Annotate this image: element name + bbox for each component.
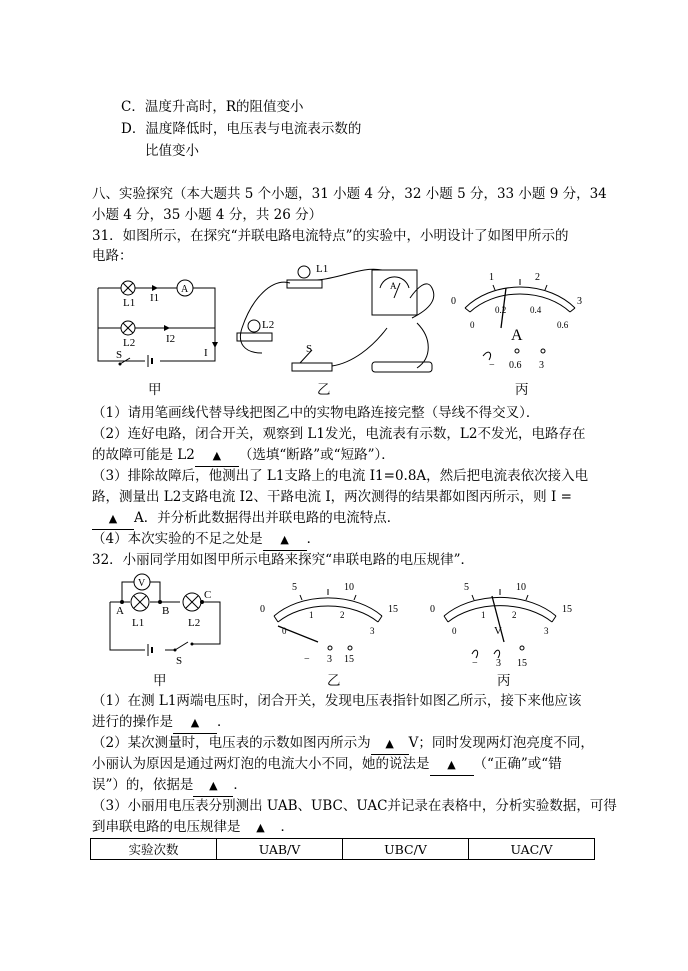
q32-p2: （2）某次测量时，电压表的示数如图丙所示为 ▲ V；同时发现两灯泡亮度不同， xyxy=(92,733,594,755)
voltmeter-bing-top-10: 10 xyxy=(516,582,526,593)
q31-p4: （4）本次实验的不足之处是 ▲ ． xyxy=(92,529,320,551)
voltmeter-bing-top-0: 0 xyxy=(430,604,435,615)
label-i1: I1 xyxy=(150,292,160,304)
ammeter-top-1: 1 xyxy=(489,272,494,283)
q31-fig-jia: 甲 xyxy=(148,382,162,398)
voltmeter-bing-top-15: 15 xyxy=(562,604,572,615)
q32-p2-cont: 小丽认为原因是通过两灯泡的电流大小不同，她的说法是 ▲ （“正确”或“错 xyxy=(92,754,562,776)
voltmeter-yi-top-10: 10 xyxy=(344,582,354,593)
ammeter-bot-3: 0.6 xyxy=(557,320,569,330)
q31-ammeter-dial xyxy=(445,268,595,373)
q31-p3-cont2: ▲ A．并分析此数据得出并联电路的电流特点． xyxy=(92,508,400,530)
q32-p1: （1）在测 L1两端电压时，闭合开关，发现电压表指针如图乙所示，接下来他应该 xyxy=(92,693,582,709)
table-header-uab: UAB/V xyxy=(217,839,343,860)
ammeter-symbol-label: A xyxy=(181,284,189,295)
apparatus-label-s: S xyxy=(306,343,313,355)
voltmeter-yi-top-0: 0 xyxy=(260,604,265,615)
label-i2: I2 xyxy=(166,333,176,345)
voltmeter-yi-bot-1: 1 xyxy=(309,610,314,620)
q31-fig-bing: 丙 xyxy=(515,382,529,398)
voltmeter-bing-bot-0: 0 xyxy=(452,626,457,636)
ammeter-top-3: 3 xyxy=(577,296,582,307)
voltmeter-yi-top-5: 5 xyxy=(292,582,297,593)
label-l1: L1 xyxy=(123,297,136,309)
q32-fig-bing: 丙 xyxy=(497,673,511,689)
answer-blank[interactable]: ▲ xyxy=(173,712,217,734)
answer-blank[interactable]: ▲ xyxy=(193,775,233,797)
q32-fig-yi: 乙 xyxy=(327,673,341,689)
answer-blank[interactable]: ▲ xyxy=(195,445,239,467)
table-row xyxy=(91,839,595,860)
ammeter-bot-2: 0.4 xyxy=(530,305,542,315)
label-s: S xyxy=(176,655,183,667)
q32-fig-jia: 甲 xyxy=(153,673,167,689)
q32-p3: （3）小丽用电压表分别测出 UAB、UBC、UAC并记录在表格中，分析实验数据，可得 xyxy=(92,798,617,814)
q32-circuit-diagram xyxy=(100,570,240,670)
option-d-cont: 比值变小 xyxy=(145,143,199,159)
apparatus-ammeter-unit: A xyxy=(390,281,397,291)
label-l2: L2 xyxy=(188,617,201,629)
ammeter-bot-0: 0 xyxy=(470,320,475,330)
voltmeter-bing-top-5: 5 xyxy=(464,582,469,593)
q31-apparatus-diagram xyxy=(232,258,442,383)
table-header-ubc: UBC/V xyxy=(343,839,469,860)
q32-p1-cont: 进行的操作是 ▲ ． xyxy=(92,712,231,734)
voltmeter-bing-terminal-neg: − xyxy=(472,658,478,666)
table-header-trial: 实验次数 xyxy=(91,839,217,860)
option-d: D．温度降低时，电压表与电流表示数的 xyxy=(121,121,362,137)
section-heading-cont: 小题 4 分，35 小题 4 分，共 26 分） xyxy=(92,207,323,223)
q31-fig-yi: 乙 xyxy=(317,382,331,398)
q31-p1: （1）请用笔画线代替导线把图乙中的实物电路连接完整（导线不得交叉）． xyxy=(92,405,540,421)
apparatus-label-l1: L1 xyxy=(316,263,329,275)
voltmeter-bing-bot-3: 3 xyxy=(544,626,549,636)
voltmeter-yi-terminal-15: 15 xyxy=(344,654,354,665)
label-s: S xyxy=(116,349,123,361)
voltmeter-yi-bot-2: 2 xyxy=(340,610,345,620)
ammeter-unit: A xyxy=(511,327,523,344)
q32-p3-cont: 到串联电路的电压规律是 ▲ ． xyxy=(92,817,294,839)
ammeter-terminal-06: 0.6 xyxy=(509,360,522,371)
label-b: B xyxy=(162,605,170,617)
voltmeter-yi-terminal-3: 3 xyxy=(327,654,332,665)
q31-circuit-diagram xyxy=(90,276,230,376)
answer-blank[interactable]: ▲ xyxy=(263,529,307,551)
voltmeter-yi-bot-3: 3 xyxy=(370,626,375,636)
voltmeter-bing-bot-2: 2 xyxy=(512,610,517,620)
q32-stem: 32．小丽同学用如图甲所示电路来探究“串联电路的电压规律”． xyxy=(92,552,474,568)
answer-blank[interactable]: ▲ xyxy=(371,733,409,755)
label-a: A xyxy=(116,605,124,617)
q32-voltmeter-dial-yi xyxy=(252,576,402,666)
section-heading: 八、实验探究（本大题共 5 个小题，31 小题 4 分，32 小题 5 分，33 小题 9 分，34 xyxy=(92,186,607,202)
answer-blank[interactable]: ▲ xyxy=(430,754,474,776)
q31-p3-cont: 路，测量出 L2支路电流 I2、干路电流 I，两次测得的结果都如图丙所示，则 I = xyxy=(92,489,572,505)
q31-p2: （2）连好电路，闭合开关，观察到 L1发光，电流表有示数，L2不发光，电路存在 xyxy=(92,426,586,442)
voltmeter-bing-unit: V xyxy=(494,625,502,637)
label-l1: L1 xyxy=(132,617,145,629)
option-c: C．温度升高时，R的阻值变小 xyxy=(121,99,304,115)
q31-p3: （3）排除故障后，他测出了 L1支路上的电流 I1=0.8A，然后把电流表依次接入电 xyxy=(92,468,589,484)
voltmeter-yi-top-15: 15 xyxy=(388,604,398,615)
voltmeter-bing-terminal-3: 3 xyxy=(496,658,501,666)
answer-blank[interactable]: ▲ xyxy=(241,817,281,839)
ammeter-bot-1: 0.2 xyxy=(495,305,507,315)
label-l2: L2 xyxy=(123,337,136,349)
ammeter-terminal-3: 3 xyxy=(539,360,544,371)
voltmeter-symbol-label: V xyxy=(138,578,146,589)
ammeter-top-0: 0 xyxy=(451,296,456,307)
label-i: I xyxy=(204,347,208,359)
table-header-uac: UAC/V xyxy=(469,839,595,860)
q31-p2-cont: 的故障可能是 L2 ▲ （选填“断路”或“短路”）． xyxy=(92,445,395,467)
ammeter-terminal-neg: − xyxy=(489,360,495,371)
q32-p2-cont2: 误”）的，依据是 ▲ ． xyxy=(92,775,247,797)
q31-stem: 31．如图所示，在探究“并联电路电流特点”的实验中，小明设计了如图甲所示的 xyxy=(92,228,569,244)
voltmeter-yi-bot-0: 0 xyxy=(282,626,287,636)
voltmeter-bing-terminal-15: 15 xyxy=(517,658,527,666)
label-c: C xyxy=(204,589,212,601)
answer-blank[interactable]: ▲ xyxy=(92,508,134,530)
q32-voltmeter-dial-bing xyxy=(422,576,582,666)
voltmeter-yi-terminal-neg: − xyxy=(304,654,310,665)
q31-stem-cont: 电路： xyxy=(92,248,133,264)
apparatus-label-l2: L2 xyxy=(262,319,275,331)
q32-data-table xyxy=(90,838,595,860)
voltmeter-bing-bot-1: 1 xyxy=(481,610,486,620)
ammeter-top-2: 2 xyxy=(535,272,540,283)
